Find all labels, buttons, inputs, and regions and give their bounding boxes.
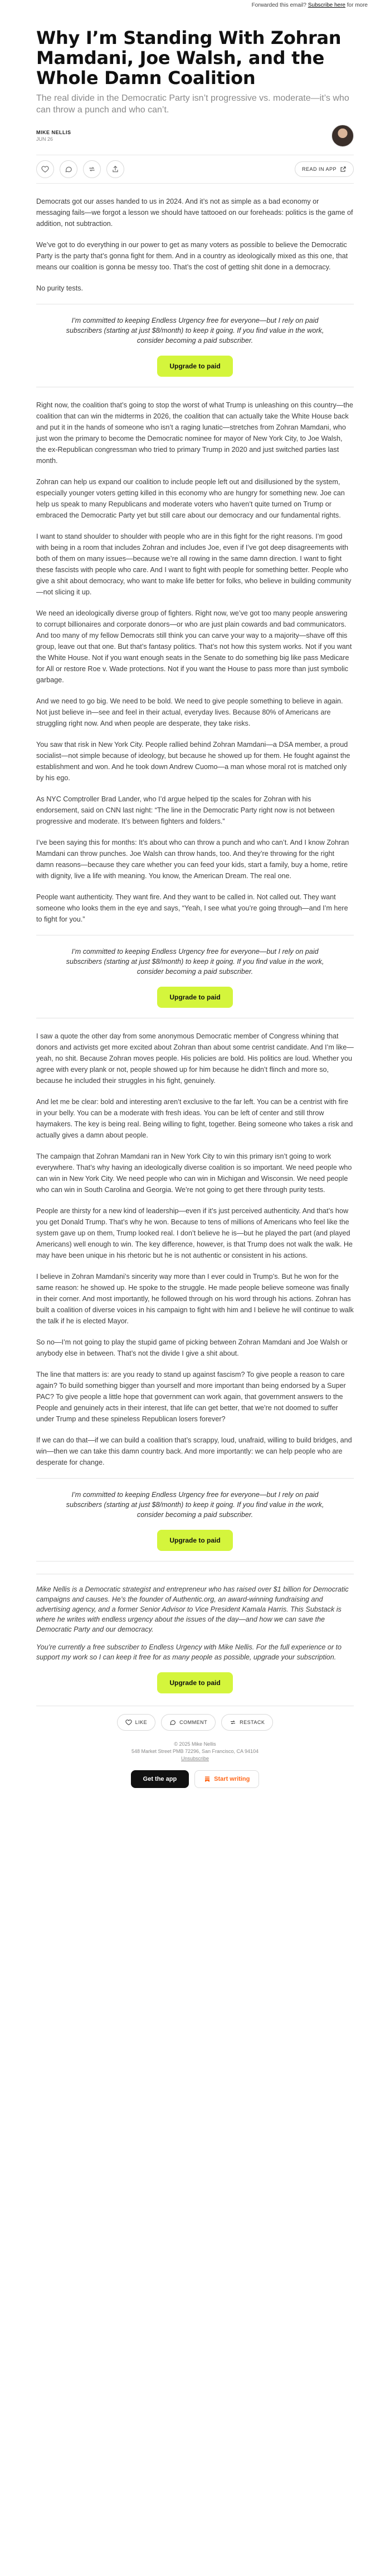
upgrade-button[interactable]: Upgrade to paid [157,1672,232,1693]
cta-text: I’m committed to keeping Endless Urgency free for everyone—but I rely on paid subscribers (starting at just $8/month) to keep it going. If you find value in the work, consider becoming a paid subscriber. [66,948,324,976]
post-action-bar [36,155,354,184]
footer [36,1741,354,1762]
paragraph: Zohran can help us expand our coalition to include people left out and disillusioned by the system, especially younger voters getting killed in this economy who are hungry for something new. Joe can help us speak to many Republicans and moderate voters who haven’t quite turned on Trump or embraced the Democratic Party yet but still care about our democracy and our fundamental rights. [36,478,345,519]
substack-logo-icon [204,1776,211,1782]
post-subtitle: The real divide in the Democratic Party isn’t progressive vs. moderate—it’s who can throw a punch and who can’t. [36,93,349,115]
paragraph: People want authenticity. They want fire. And they want to be called in. Not called out. They want someone who looks them in the eye and says, “Yeah, I see what you’re going through—and I’m here to fight for you.” [36,893,348,923]
paragraph: Democrats got our asses handed to us in 2024. And it’s not as simple as a bad economy or messaging fails—we forgot a lesson we should have tattooed on our foreheads: politics is the game of addition, not subtraction. [36,198,353,228]
paragraph: As NYC Comptroller Brad Lander, who I’d argue helped tip the scales for Zohran with his endorsement, said on CNN last night: “The line in the Democratic Party right now is not between progressive and moderate. It’s between fighters and folders.” [36,795,335,825]
paragraph: So no—I’m not going to play the stupid game of picking between Zohran Mamdani and Joe Walsh or anybody else in between. That’s not the divide I give a shit about. [36,1338,348,1357]
start-writing-button[interactable] [194,1770,259,1788]
paragraph: If we can do that—if we can build a coalition that’s scrappy, loud, unafraid, willing to build bridges, and win—then we can take this damn country back. And more importantly: we can help people who are desperate for change. [36,1436,352,1466]
mailing-address: 548 Market Street PMB 72296, San Francisco, CA 94104 [131,1748,259,1754]
paragraph: No purity tests. [36,284,83,292]
author-row [36,125,354,147]
forward-suffix: for more [347,2,368,8]
share-button[interactable] [106,160,124,178]
paragraph: People are thirsty for a new kind of leadership—even if it’s just perceived authenticity. And that’s how you get Donald Trump. That’s why he won. Because to tens of millions of Americans who feel like the system gave up on them, Trump looked real. I don’t believe he is—but he played the part (and played Americans) well enough to win. The key difference, however, is that Trump does not walk the walk. He may have been unique in his rhetoric but he is not authentic or consistent in his actions. [36,1207,353,1259]
paragraph: We’ve got to do everything in our power to get as many voters as possible to believe the Democratic Party is the party that’s gonna fight for them. And in a country as ideologically mixed as this one, that means our coalition is gonna be messy too. That’s the cost of getting shit done in a democracy. [36,241,348,271]
subscribe-cta [36,304,354,387]
upgrade-button[interactable]: Upgrade to paid [157,356,232,377]
subscription-note: You’re currently a free subscriber to Endless Urgency with Mike Nellis. For the full experience or to support my work so I can keep it free for as many people as possible, upgrade your subscription. [36,1643,342,1661]
paragraph: The campaign that Zohran Mamdani ran in New York City to win this primary isn’t going to work everywhere. That’s why having an ideologically diverse coalition is so important. We need people who can win in New York City. We need people who can win in Michigan and Wisconsin. We need people who can win in South Carolina and Georgia. We’re not going to get there through purity tests. [36,1152,352,1194]
avatar[interactable] [332,125,354,147]
comment-icon [169,1719,176,1726]
like-button[interactable] [36,160,54,178]
post-container [36,28,354,1788]
post-date: JUN 26 [36,136,53,142]
copyright: © 2025 Mike Nellis [174,1741,216,1747]
app-row [36,1770,354,1788]
author-name[interactable]: MIKE NELLIS [36,130,71,135]
paragraph: We need an ideologically diverse group of fighters. Right now, we’ve got too many people answering to corrupt billionaires and corporate donors—or who are just plain cowards and bad communicators. And too many of my fellow Democrats still think you can carve your way to a majority—shave off this group, leave out that one. But that’s fantasy politics. That’s not how this system works. Not if you want the White House. Not if you want enough seats in the Senate to do something big like pass Medicare for All or restore Roe v. Wade protections. Not if you want the House to pass more than just symbolic garbage. [36,609,352,684]
upgrade-button[interactable]: Upgrade to paid [157,1530,232,1551]
comment-button[interactable] [60,160,77,178]
restack-button[interactable] [83,160,101,178]
bottom-upgrade [36,1670,354,1693]
comment-pill-button[interactable] [161,1714,216,1731]
cta-text: I’m committed to keeping Endless Urgency free for everyone—but I rely on paid subscribers (starting at just $8/month) to keep it going. If you find value in the work, consider becoming a paid subscriber. [66,317,324,344]
paragraph: And we need to go big. We need to be bold. We need to give people something to believe in again. Not just believe in—see and feel in their actual, everyday lives. Because 80% of Americans are struggling right now. And when people are desperate, they take risks. [36,697,343,727]
restack-label: RESTACK [240,1720,265,1725]
paragraph: The line that matters is: are you ready to stand up against fascism? To give people a reason to care again? To build something bigger than yourself and more important than being endorsed by a Super PAC? To give people a little hope that government can work again, that government answers to the People and genuinely acts in their interest, that life can get better, that we’re not doomed to suffer under Trump and these spineless Republican losers forever? [36,1371,346,1423]
restack-icon [88,165,96,173]
subscribe-cta [36,935,354,1018]
author-bio: Mike Nellis is a Democratic strategist and entrepreneur who has raised over $1 billion for Democratic campaigns and causes. He’s the founder of Authentic.org, an award-winning fundraising and advertising agency, and a former Senior Advisor to Vice President Kamala Harris. This Substack is where he writes with endless urgency about the issues of the day—and how we can save the Democratic Party and our democracy. [36,1585,349,1633]
like-pill-button[interactable] [117,1714,156,1731]
paragraph: I saw a quote the other day from some anonymous Democratic member of Congress whining that donors and activists get more excited about Zohran than about some centrist candidate. And I’m like—yeah, no shit. Because Zohran moves people. His policies are bold. His politics are loud. Whether you agree with every plank or not, people showed up for him because he didn’t flinch and more so, because he included their struggles in his fight, genuinely. [36,1032,354,1085]
paragraph: I want to stand shoulder to shoulder with people who are in this fight for the right reasons. I’m good with being in a room that includes Zohran and includes Joe, even if I’ve got deep disagreements with both of them on many issues—because we’re all rowing in the same damn direction. I want to fight these fascists with people who care. And I want to fight with people for something better. People who give a shit about democracy, who want to make life better for folks, who believe in building community—not slicing it up. [36,533,352,596]
paragraph: I believe in Zohran Mamdani’s sincerity way more than I ever could in Trump’s. But he won for the same reason: he showed up. He spoke to the struggle. He made people believe someone was finally in their corner. And most importantly, he followed through on his word through his actions. Zohran has built a coalition of diverse voices in his campaign to fight with him and I believe he will continue to walk the talk if he is elected Mayor. [36,1273,354,1325]
paragraph: I’ve been saying this for months: It’s about who can throw a punch and who can’t. And I know Zohran Mamdani can throw punches. Joe Walsh can throw hands, too. And they’re throwing for the right damn reasons—because they care whether you can feed your kids, start a family, buy a home, retire with dignity, live a life with meaning. You know, the American Dream. The real one. [36,839,349,880]
like-label: LIKE [135,1720,148,1725]
paragraph: And let me be clear: bold and interesting aren’t exclusive to the far left. You can be a centrist with fire in your belly. You can be a moderate with fresh ideas. You can be left of center and still throw haymakers. The key is being real. Being willing to fight, together. Being someone who takes a risk and actually gives a damn about people. [36,1098,353,1139]
paragraph: Right now, the coalition that’s going to stop the worst of what Trump is unleashing on this country—the coalition that can win the midterms in 2026, the coalition that can actually take the White House back and put it in the hands of someone who isn’t a raging lunatic—stretches from Zohran Mamdani, who just won the primary to become the Democratic nominee for mayor of New York City, to Joe Walsh, the ex-Republican congressman who tried to primary Trump in 2020 and just switched parties last month. [36,401,353,465]
read-in-app-button[interactable] [295,161,354,177]
external-link-icon [340,166,347,173]
start-writing-label: Start writing [214,1776,250,1782]
heart-icon [125,1719,132,1726]
read-in-app-label: READ IN APP [301,166,337,172]
get-app-button[interactable]: Get the app [131,1770,189,1788]
subscribe-link[interactable]: Subscribe here [308,2,345,8]
cta-text: I’m committed to keeping Endless Urgency free for everyone—but I rely on paid subscribers (starting at just $8/month) to keep it going. If you find value in the work, consider becoming a paid subscriber. [66,1491,324,1519]
post-title[interactable]: Why I’m Standing With Zohran Mamdani, Joe Walsh, and the Whole Damn Coalition [36,27,342,88]
share-icon [111,165,119,173]
forward-banner [0,0,390,11]
paragraph: You saw that risk in New York City. People rallied behind Zohran Mamdani—a DSA member, a proud socialist—not simple because of ideology, but because he showed up for them. He fought against the establishment and won. And he took down Andrew Cuomo—a man whose moral rot is matched only by his ego. [36,741,350,782]
comment-label: COMMENT [179,1720,208,1725]
unsubscribe-link[interactable]: Unsubscribe [181,1756,209,1761]
heart-icon [41,165,49,173]
restack-icon [230,1719,236,1726]
upgrade-button[interactable]: Upgrade to paid [157,987,232,1008]
bottom-action-bar [36,1714,354,1731]
comment-icon [65,165,72,173]
restack-pill-button[interactable] [221,1714,273,1731]
subscribe-cta [36,1478,354,1562]
forward-prefix: Forwarded this email? [251,2,306,8]
